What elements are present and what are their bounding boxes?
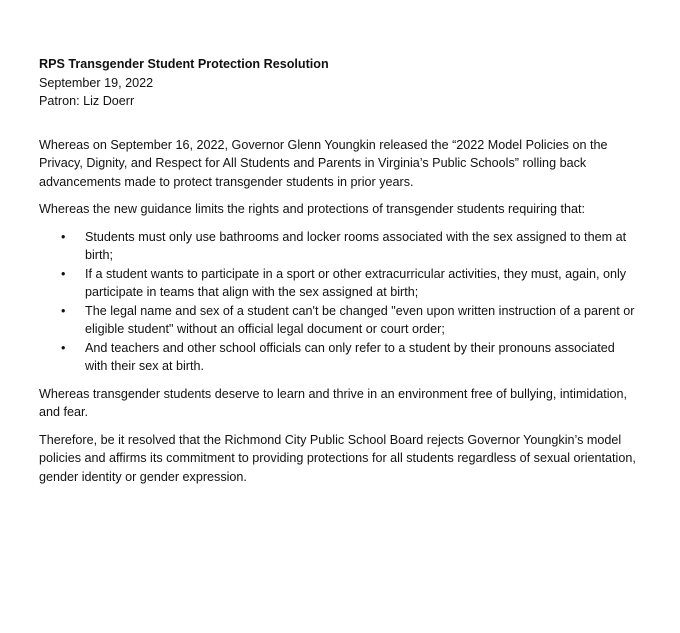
list-item-text: The legal name and sex of a student can't be changed "even upon written instruction of a parent or eligible student" without an official legal document or court order; bbox=[85, 303, 635, 336]
document-date: September 19, 2022 bbox=[39, 75, 154, 90]
whereas-paragraph-1: Whereas on September 16, 2022, Governor Glenn Youngkin released the “2022 Model Policies on the Privacy, Dignity, and Respect for All Students and Parents in Virginia’s Public Schools” rolling back advancements made to protect transgender students in prior years. bbox=[39, 137, 608, 189]
bullet-icon: • bbox=[61, 303, 66, 318]
requirements-list bbox=[39, 228, 639, 376]
resolved-paragraph: Therefore, be it resolved that the Richmond City Public School Board rejects Governor Youngkin’s model policies and affirms its commitment to providing protections for all students regardless of sexual orientation, gender identity or gender expression. bbox=[39, 432, 636, 484]
list-item bbox=[39, 302, 639, 339]
document-patron: Patron: Liz Doerr bbox=[39, 94, 135, 108]
list-item-text: Students must only use bathrooms and locker rooms associated with the sex assigned to them at birth; bbox=[85, 229, 627, 262]
list-item bbox=[39, 339, 639, 376]
bullet-icon: • bbox=[61, 229, 66, 244]
document-page bbox=[39, 55, 639, 495]
document-header bbox=[39, 55, 639, 111]
whereas-paragraph-2: Whereas the new guidance limits the rights and protections of transgender students requiring that: bbox=[39, 202, 586, 216]
list-item bbox=[39, 228, 639, 265]
whereas-paragraph-3: Whereas transgender students deserve to learn and thrive in an environment free of bullying, intimidation, and fear. bbox=[39, 386, 628, 419]
list-item-text: And teachers and other school officials can only refer to a student by their pronouns associated with their sex at birth. bbox=[85, 340, 615, 373]
list-item bbox=[39, 265, 639, 302]
document-title: RPS Transgender Student Protection Resolution bbox=[39, 57, 329, 71]
bullet-icon: • bbox=[61, 340, 66, 355]
list-item-text: If a student wants to participate in a sport or other extracurricular activities, they must, again, only participate in teams that align with the sex assigned at birth; bbox=[85, 266, 627, 299]
bullet-icon: • bbox=[61, 266, 66, 281]
